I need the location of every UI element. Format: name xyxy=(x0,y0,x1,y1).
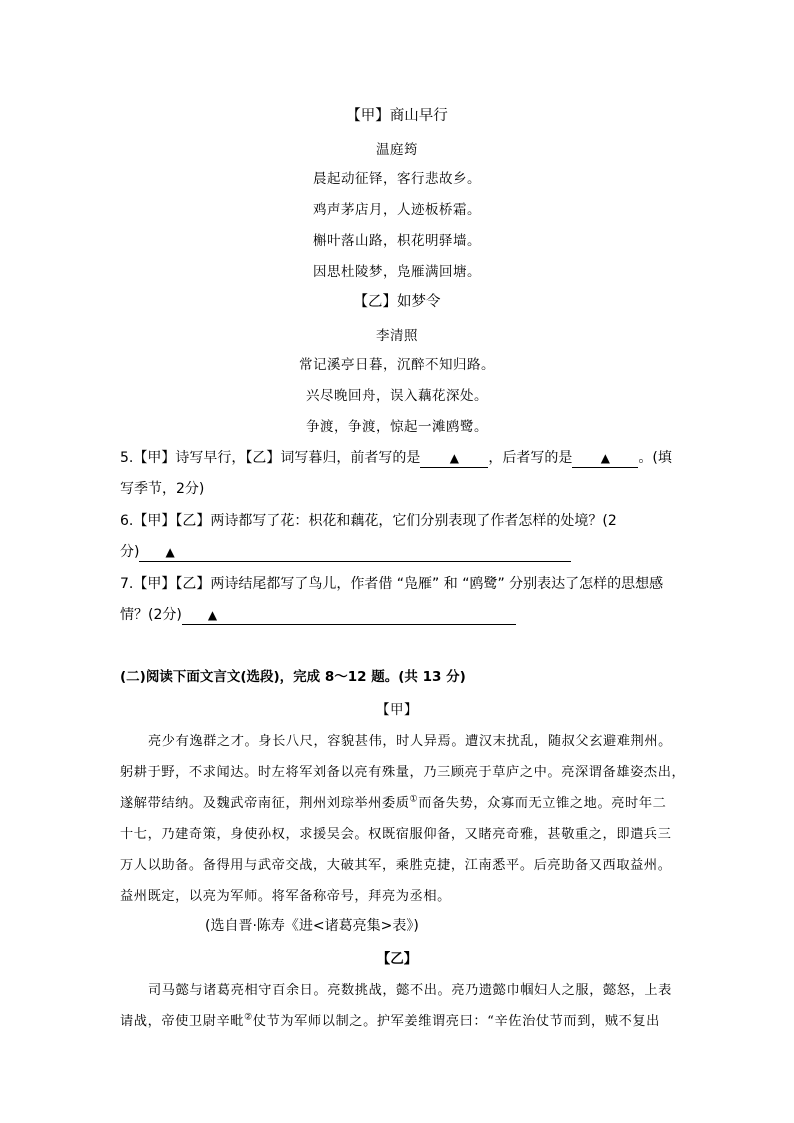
text-a-line-4: 十七，乃建奇策，身使孙权，求援吴会。权既宿服仰备，又睹亮奇雅，甚敬重之，即遣兵三 xyxy=(120,827,672,842)
poem-b-line-2: 兴尽晚回舟，误入藕花深处。 xyxy=(306,388,488,404)
footnote-marker-1: ① xyxy=(409,794,419,805)
text-b-line-1: 司马懿与诸葛亮相守百余日。亮数挑战，懿不出。亮乃遗懿巾帼妇人之服，懿怒，上表 xyxy=(148,983,672,998)
answer-blank-7[interactable]: ▲ xyxy=(182,607,516,625)
section-2-heading: (二)阅读下面文言文(选段)，完成 8～12 题。(共 13 分) xyxy=(120,669,466,685)
poem-b-line-1: 常记溪亭日暮，沉醉不知归路。 xyxy=(299,357,495,373)
text-a-source: (选自晋·陈寿《进<诸葛亮集>表》) xyxy=(205,918,419,934)
poem-b-title: 【乙】如梦令 xyxy=(353,294,441,310)
question-5: 5.【甲】诗写早行，【乙】词写暮归，前者写的是 ▲ ，后者写的是 ▲ 。(填 xyxy=(120,450,672,466)
text-b-label: 【乙】 xyxy=(376,951,418,967)
text-a-line-5: 万人以助备。备得用与武帝交战，大破其军，乘胜克捷，江南悉平。后亮助备又西取益州。 xyxy=(120,858,672,873)
poem-a-author: 温庭筠 xyxy=(376,142,418,158)
text-a-line-2: 躬耕于野，不求闻达。时左将军刘备以亮有殊量，乃三顾亮于草庐之中。亮深谓备雄姿杰出， xyxy=(120,765,686,780)
question-7: 7.【甲】【乙】两诗结尾都写了鸟儿，作者借 “凫雁” 和 “鸥鹭” 分别表达了怎样的思想感 xyxy=(120,576,664,592)
text-a-label: 【甲】 xyxy=(376,702,418,718)
poem-a-line-2: 鸡声茅店月，人迹板桥霜。 xyxy=(313,202,481,218)
poem-a-line-4: 因思杜陵梦，凫雁满回塘。 xyxy=(313,264,481,280)
answer-blank-6[interactable]: ▲ xyxy=(139,544,571,562)
text-a-line-3: 遂解带结纳。及魏武帝南征，荆州刘琮举州委质①而备失势，众寡而无立锥之地。亮时年二 xyxy=(120,794,667,811)
question-6: 6.【甲】【乙】两诗都写了花：枳花和藕花，它们分别表现了作者怎样的处境？(2 xyxy=(120,513,617,529)
text-a-line-1: 亮少有逸群之才。身长八尺，容貌甚伟，时人异焉。遭汉末扰乱，随叔父玄避难荆州。 xyxy=(148,734,672,749)
answer-blank-5a[interactable]: ▲ xyxy=(420,450,488,468)
poem-b-line-3: 争渡，争渡，惊起一滩鸥鹭。 xyxy=(306,419,488,435)
text-a-line-6: 益州既定，以亮为军师。将军备称帝号，拜亮为丞相。 xyxy=(120,889,451,904)
question-5-cont: 写季节，2分) xyxy=(120,481,205,497)
answer-blank-5b[interactable]: ▲ xyxy=(572,450,638,468)
poem-b-author: 李清照 xyxy=(376,328,418,344)
poem-a-line-3: 槲叶落山路，枳花明驿墙。 xyxy=(313,233,481,249)
text-b-line-2: 请战，帝使卫尉辛毗②仗节为军师以制之。护军姜维谓亮曰：“辛佐治仗节而到，贼不复出 xyxy=(120,1012,660,1029)
question-7-cont: 情？(2分) ▲ xyxy=(120,604,516,625)
question-6-cont: 分) ▲ xyxy=(120,541,571,562)
footnote-marker-2: ② xyxy=(244,1012,253,1023)
poem-a-title: 【甲】商山早行 xyxy=(346,108,448,124)
poem-a-line-1: 晨起动征铎，客行悲故乡。 xyxy=(313,171,481,187)
